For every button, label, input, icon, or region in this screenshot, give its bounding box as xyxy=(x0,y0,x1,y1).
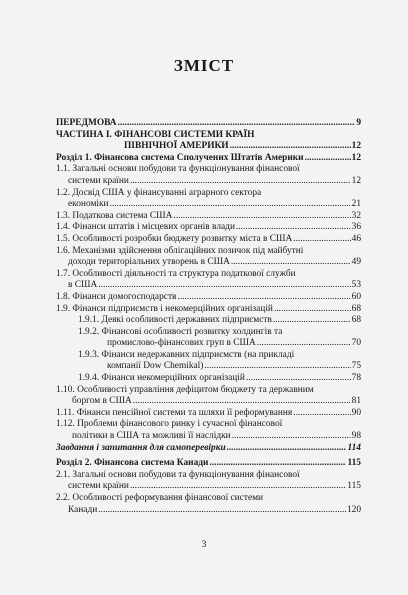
toc-entry-1-1: 1.1. Загальні основи побудови та функціонування фінансової системи країни ..... 12 xyxy=(56,164,361,187)
toc-entry-2-2: 2.2. Особливості реформування фінансової системи Канади ..... 120 xyxy=(56,493,361,516)
toc-entry-section-2: Розділ 2. Фінансова система Канади ..... 115 xyxy=(56,458,361,470)
toc-entry-self-check: Завдання і запитання для самоперевірки ..... 114 xyxy=(56,443,361,455)
toc-entry-1-2: 1.2. Досвід США у фінансуванні аграрного сектора економіки ..... 21 xyxy=(56,188,361,211)
toc-entry-1-3: 1.3. Податкова система США ..... 32 xyxy=(56,211,361,223)
toc-entry-1-9-4: 1.9.4. Фінанси некомерційних організацій ..... 78 xyxy=(56,373,361,385)
toc-entry-1-6: 1.6. Механізми здійснення облігаційних позичок під майбутні доходи територіальних утворень в США ..... 49 xyxy=(56,246,361,269)
toc-entry-preface: ПЕРЕДМОВА ..... 9 xyxy=(56,118,361,130)
toc-entry-1-9-1: 1.9.1. Деякі особливості державних підприємств ..... 68 xyxy=(56,315,361,327)
toc-entry-1-4: 1.4. Фінанси штатів і місцевих органів влади ..... 36 xyxy=(56,222,361,234)
toc-entry-1-5: 1.5. Особливості розробки бюджету розвитку міста в США ..... 46 xyxy=(56,234,361,246)
toc-entry-1-8: 1.8. Фінанси домогосподарств ..... 60 xyxy=(56,292,361,304)
toc-entry-1-9-3: 1.9.3. Фінанси недержавних підприємств (на прикладі компанії Dow Chemikal) ..... 75 xyxy=(56,350,361,373)
toc-entry-1-12: 1.12. Проблеми фінансового ринку і сучасної фінансової політики в США та можливі її наслідки ..... 98 xyxy=(56,419,361,442)
toc-entry-section-1: Розділ 1. Фінансова система Сполучених Штатів Америки ..... 12 xyxy=(56,153,361,165)
toc-entry-1-10: 1.10. Особливості управління дефіцитом бюджету та державним боргом в США ..... 81 xyxy=(56,385,361,408)
page-number: 3 xyxy=(201,540,207,550)
toc-entry-part1: ЧАСТИНА І. ФІНАНСОВІ СИСТЕМИ КРАЇН ПІВНІЧНОЇ АМЕРИКИ ..... 12 xyxy=(56,130,361,153)
toc-entry-1-9-2: 1.9.2. Фінансові особливості розвитку холдингів та промислово-фінансових груп в США ..... 70 xyxy=(56,327,361,350)
toc-entry-1-7: 1.7. Особливості діяльності та структура податкової служби в США ..... 53 xyxy=(56,269,361,292)
toc-entry-2-1: 2.1. Загальні основи побудови та функціонування фінансової системи країни ..... 115 xyxy=(56,470,361,493)
table-of-contents xyxy=(56,118,361,516)
toc-entry-1-9: 1.9. Фінанси підприємств і некомерційних організацій ..... 68 xyxy=(56,304,361,316)
page-title: ЗМІСТ xyxy=(173,56,235,75)
toc-entry-1-11: 1.11. Фінанси пенсійної системи та шляхи її реформування ..... 90 xyxy=(56,408,361,420)
